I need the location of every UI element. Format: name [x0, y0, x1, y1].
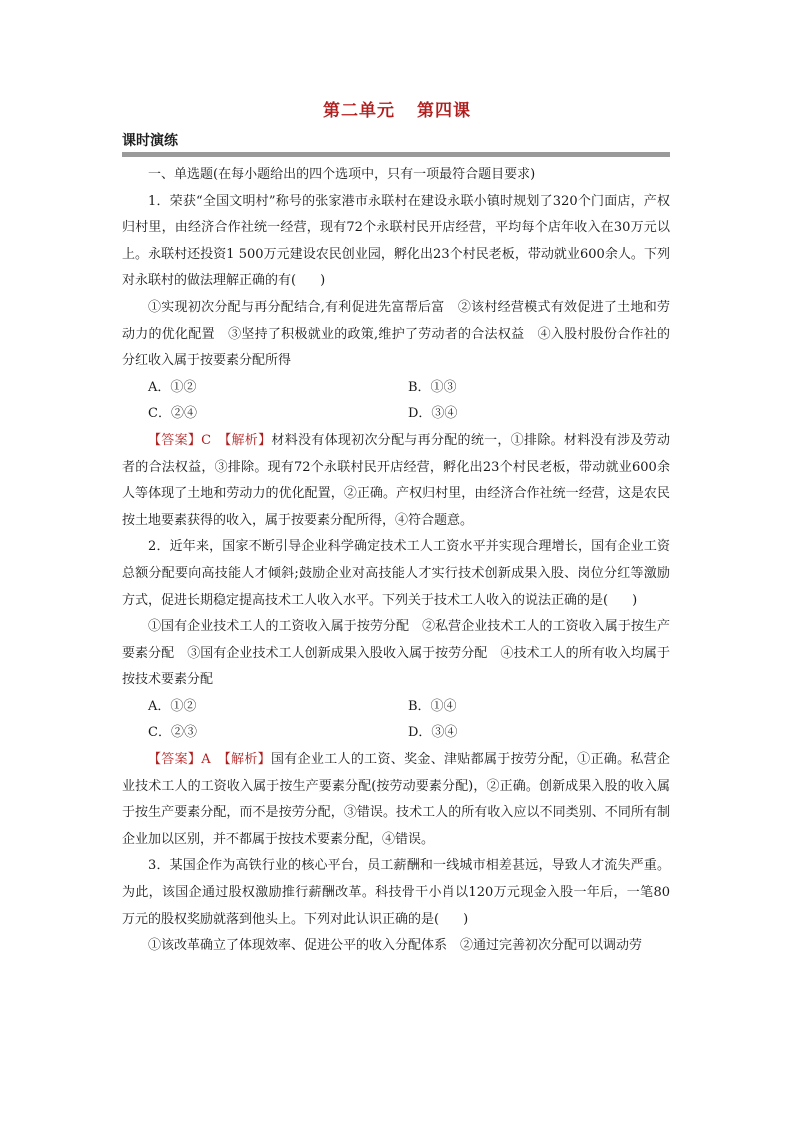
page-title — [0, 96, 794, 121]
q1-options-row-1 — [122, 375, 670, 402]
q1-option-c: C．②④ — [148, 406, 197, 422]
q1-option-d: D．③④ — [408, 406, 458, 422]
q3-statements: ①该改革确立了体现效率、促进公平的收入分配体系 ②通过完善初次分配可以调动劳 — [148, 938, 643, 954]
q3-stem: 3．某国企作为高铁行业的核心平台，员工薪酬和一线城市相差甚远，导致人才流失严重。为此，该国企通过股权激励推行薪酬改革。科技骨干小肖以120万元现金入股一年后，一笔80万元的股权奖励就落到他头上。下列对此认识正确的是( ) — [122, 858, 670, 927]
q1-answer-label: 【答案】C 【解析】 — [148, 432, 272, 448]
q1-options-row-2 — [122, 401, 670, 428]
q1-option-b: B．①③ — [408, 379, 457, 395]
q2-stem: 2．近年来，国家不断引导企业科学确定技术工人工资水平并实现合理增长，国有企业工资总额分配要向高技能人才倾斜;鼓励企业对高技能人才实行技术创新成果入股、岗位分红等激励方式，促进长期稳定提高技术工人收入水平。下列关于技术工人收入的说法正确的是( ) — [122, 539, 670, 608]
q2-answer-label: 【答案】A 【解析】 — [148, 752, 271, 768]
q1-statements: ①实现初次分配与再分配结合,有利促进先富帮后富 ②该村经营模式有效促进了土地和劳动力的优化配置 ③坚持了积极就业的政策,维护了劳动者的合法权益 ④入股村股份合作社的分红收入属于按要素分配所得 — [122, 299, 670, 369]
q1-explanation: 材料没有体现初次分配与再分配的统一，①排除。材料没有涉及劳动者的合法权益，③排除。现有72个永联村民开店经营，孵化出23个村民老板，带动就业600余人等体现了土地和劳动力的优化配置，②正确。产权归村里，由经济合作社统一经营，这是农民按土地要素获得的收入，属于按要素分配所得，④符合题意。 — [122, 432, 670, 528]
q2-option-a: A．①② — [148, 698, 197, 714]
q2-option-d: D．③④ — [408, 725, 458, 741]
instructions: 一、单选题(在每小题给出的四个选项中，只有一项最符合题目要求) — [148, 167, 536, 182]
q1-answer — [122, 428, 670, 534]
section-label: 课时演练 — [122, 133, 178, 149]
unit-title: 第二单元 — [323, 101, 395, 121]
q2-statements: ①国有企业技术工人的工资收入属于按劳分配 ②私营企业技术工人的工资收入属于按生产要素分配 ③国有企业技术工人创新成果入股收入属于按劳分配 ④技术工人的所有收入均属于按技术要素分配 — [122, 619, 670, 688]
q1-option-a: A．①② — [148, 379, 197, 395]
q2-explanation: 国有企业工人的工资、奖金、津贴都属于按劳分配，①正确。私营企业技术工人的工资收入属于按生产要素分配(按劳动要素分配)，②正确。创新成果入股的收入属于按生产要素分配，而不是按劳分配，③错误。技术工人的所有收入应以不同类别、不同所有制企业加以区别，并不都属于按技术要素分配，④错误。 — [122, 752, 670, 847]
lesson-title: 第四课 — [417, 101, 471, 121]
question-content — [122, 162, 670, 960]
q2-options-row-1 — [122, 694, 670, 721]
q1-stem: 1．荣获“全国文明村”称号的张家港市永联村在建设永联小镇时规划了320个门面店，产权归村里，由经济合作社统一经营，现有72个永联村民开店经营，平均每个店年收入在30万元以上。永联村还投资1 500万元建设农民创业园，孵化出23个村民老板，带动就业600余人。下列对永联村的做法理解正确的有( ) — [122, 193, 670, 289]
q2-answer — [122, 747, 670, 853]
q2-option-c: C．②③ — [148, 725, 197, 741]
q2-option-b: B．①④ — [408, 698, 457, 714]
q2-options-row-2 — [122, 720, 670, 747]
section-divider — [122, 152, 670, 157]
